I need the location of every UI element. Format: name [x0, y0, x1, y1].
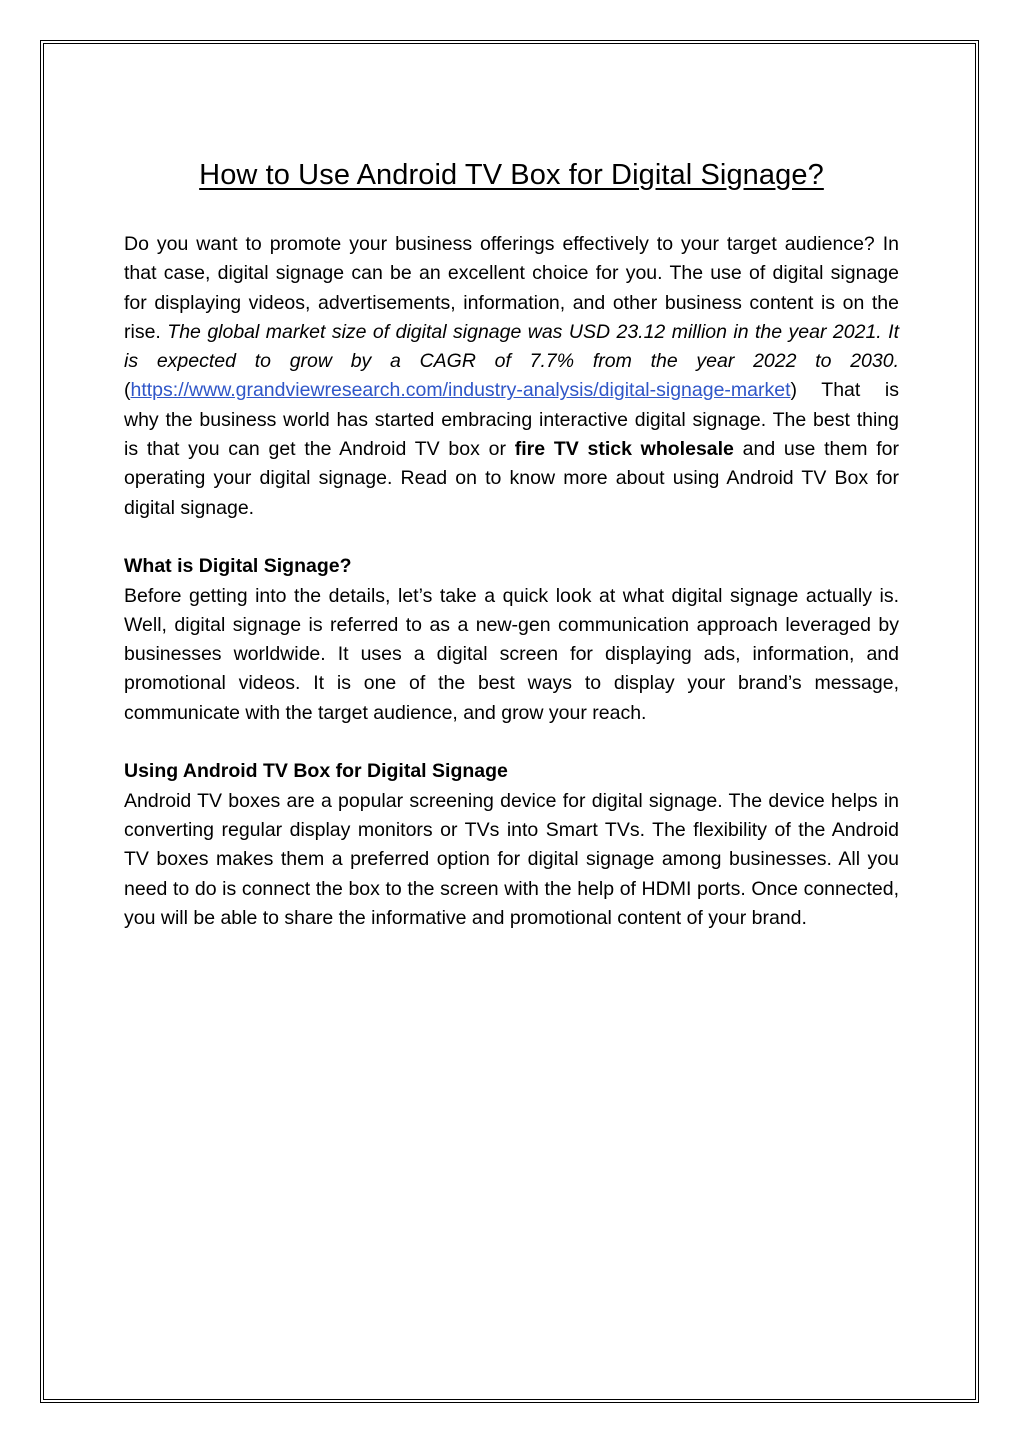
- section-body-using: Android TV boxes are a popular screening device for digital signage. The device helps in converting regular display monitors or TVs into Smart TVs. The flexibility of the Android TV boxes makes them a preferred option for digital signage among businesses. All you need to do is connect the box to the screen with the help of HDMI ports. Once connected, you will be able to share the informative and promotional content of your brand.: [124, 789, 899, 929]
- section-heading-what-is: What is Digital Signage?: [124, 555, 352, 578]
- section-body-what-is: Before getting into the details, let’s take a quick look at what digital signage actually is. Well, digital signage is referred to as a new-gen communication approach leveraged by businesses worldwide. It uses a digital screen for displaying ads, information, and promotional videos. It is one of the best ways to display your brand’s message, communicate with the target audience, and grow your reach.: [124, 584, 899, 724]
- source-link[interactable]: https://www.grandviewresearch.com/industry-analysis/digital-signage-market: [130, 379, 791, 402]
- intro-paragraph: [124, 230, 899, 523]
- market-size-statement: The global market size of digital signage was USD 23.12 million in the year 2021. It is expected to grow by a CAGR of 7.7% from the year 2022 to 2030.: [124, 320, 899, 373]
- intro-text-2: ) That is why the business world has started embracing interactive digital signage. The best thing is that you can get the Android TV box or: [124, 379, 899, 461]
- paren-open: (: [124, 379, 131, 402]
- document-title: How to Use Android TV Box for Digital Signage?: [199, 159, 824, 191]
- section-heading-using: Using Android TV Box for Digital Signage: [124, 760, 508, 783]
- intro-text-1: Do you want to promote your business offerings effectively to your target audience? In that case, digital signage can be an excellent choice for you. The use of digital signage for displaying videos, advertisements, information, and other business content is on the rise.: [124, 233, 899, 343]
- intro-text-3: and use them for operating your digital signage. Read on to know more about using Android TV Box for digital signage.: [124, 438, 899, 519]
- document-content: [124, 150, 899, 933]
- fire-tv-stick-keyword: fire TV stick wholesale: [514, 438, 734, 461]
